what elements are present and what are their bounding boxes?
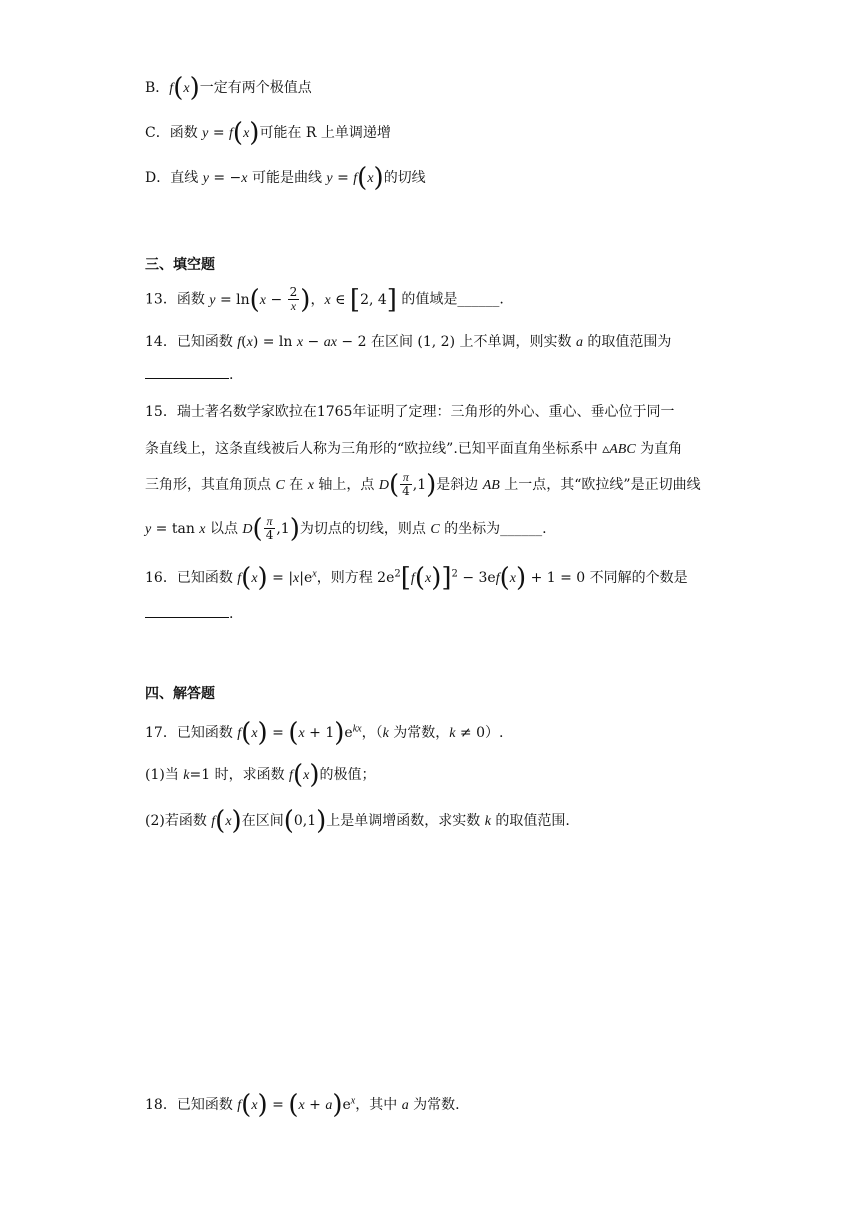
- q13-formula: y = ln(x − $\frac{2}{x}$ )，x ∈ [2, 4]: [209, 284, 397, 315]
- q16-blank: .: [145, 606, 233, 622]
- q18-text: 18．已知函数 $f(x) = (x + a)e^x$，其中 a 为常数.: [145, 1089, 460, 1120]
- question-18: [145, 1089, 460, 1120]
- q13-suffix: 的值域是______.: [401, 291, 504, 308]
- question-14-blank: [145, 364, 233, 386]
- question-16-blank: [145, 603, 233, 625]
- question-13: [145, 286, 504, 313]
- question-14-line1: [145, 331, 671, 354]
- option-b-text: B．f(x)一定有两个极值点: [145, 73, 312, 103]
- question-15-line3: [145, 471, 701, 498]
- option-d: [145, 163, 426, 193]
- option-c-text: C．函数 y = f(x)可能在 R 上单调递增: [145, 118, 391, 148]
- q13-prefix: 13．函数: [145, 291, 205, 308]
- q17-part1-text: (1)当 k=1 时，求函数 f(x)的极值；: [145, 760, 376, 790]
- option-b: [145, 73, 312, 103]
- q14-text: 14．已知函数 f(x) = ln x − ax − 2 在区间 (1, 2) 上不单调，则实数 a 的取值范围为: [145, 334, 672, 350]
- question-17: [145, 717, 504, 748]
- question-15-line1: 15．瑞士著名数学家欧拉在1765年证明了定理：三角形的外心、重心、垂心位于同一: [145, 404, 675, 420]
- q17-part2-text: (2)若函数 f(x)在区间(0,1)上是单调增函数，求实数 k 的取值范围.: [145, 806, 570, 836]
- section-title-fill-blank: 三、填空题: [145, 257, 215, 273]
- option-c: [145, 118, 391, 148]
- q15-line3-text: 三角形，其直角顶点 C 在 x 轴上，点 D( $\frac{\pi}{4}$ ,1)是斜边 AB 上一点，其“欧拉线”是正切曲线: [145, 469, 701, 500]
- question-16-line1: [145, 562, 688, 593]
- question-15-line4: [145, 515, 547, 542]
- section-title-answer: 四、解答题: [145, 686, 215, 702]
- q14-blank: .: [145, 367, 233, 383]
- q15-line4-text: y = tan x 以点 D( $\frac{\pi}{4}$ ,1)为切点的切线，则点 C 的坐标为______.: [145, 513, 547, 544]
- q16-text: 16．已知函数 $f(x) = |x|e^x$，则方程 $2e^2[f(x)]^2 - 3ef(x) + 1 = 0$ 不同解的个数是: [145, 562, 688, 593]
- q15-line2-text: 条直线上，这条直线被后人称为三角形的“欧拉线”.已知平面直角坐标系中 ▵ABC 为直角: [145, 441, 683, 457]
- question-17-part1: [145, 760, 376, 790]
- option-d-text: D．直线 y = −x 可能是曲线 y = f(x)的切线: [145, 163, 426, 193]
- question-15-line2: [145, 438, 682, 461]
- q17-text: 17．已知函数 $f(x) = (x + 1)e^{kx}$，（k 为常数，k ≠ 0）.: [145, 717, 504, 748]
- question-17-part2: [145, 806, 570, 836]
